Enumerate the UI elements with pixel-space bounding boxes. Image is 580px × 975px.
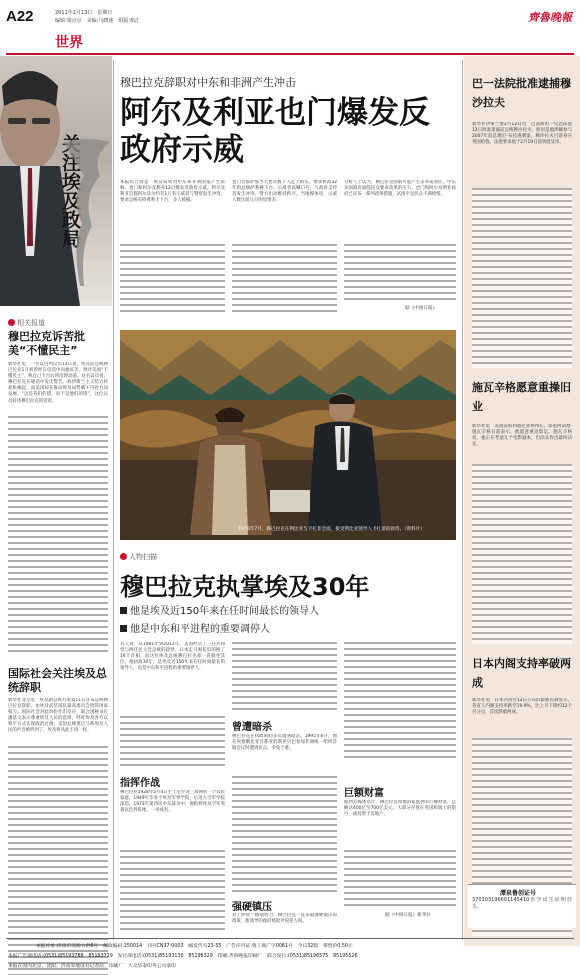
profile-sub2: 他是中东和平进程的重要调停人 [120, 620, 270, 635]
bullet-icon [120, 553, 127, 560]
profile-byline: 据《中国日报》新华社 [385, 913, 431, 918]
header-rule [6, 53, 574, 55]
section1-body: 穆巴拉克1928年5月4日生于尼罗河三角洲的一个农民家庭。1949年毕业于埃及军事学院，后进入空军学院深造。1973年第四次中东战争中，他指挥埃及空军突袭以色列阵地，一举成名。 [120, 790, 225, 814]
section1-title: 指挥作战 [120, 778, 160, 789]
profile-tag: 人物扫描 [120, 552, 157, 562]
editor-line: 编辑:梁京京 美编:马晓達 组版:焰汇 [55, 18, 141, 24]
square-bullet-icon [120, 607, 127, 614]
feature-title: 关注埃及政局 [59, 134, 81, 248]
section2-body-more [232, 776, 337, 896]
story1-title: 穆巴拉克诉苦批美“不懂民主” [8, 330, 85, 357]
right-story2-body-more [472, 464, 572, 644]
right-story1-title: 巴一法院批准逮捕穆沙拉夫 [472, 77, 571, 109]
news-photo [120, 330, 456, 540]
right-story1-body-more [472, 188, 572, 368]
section3-title: 强硬镇压 [232, 902, 272, 913]
right-story1-body: 新华社伊斯兰堡2月12日电 巴基斯坦一反恐法庭12日批准逮捕前总统穆沙拉夫，原因是他涉嫌参与2007年前总理贝·布托遇刺案。穆沙拉夫目前身在英国伦敦。法庭要求他于2月19日前到庭受审。 [472, 122, 572, 146]
lead-body-col2: 也门首都萨那当天也有数千人走上街头，要求执政32年的总统萨利赫下台。示威者高喊口号，与政府支持者发生冲突，警方出动维持秩序。当地媒体说，示威人数比前几日明显增多。 [232, 180, 337, 204]
bullet-icon [8, 319, 15, 326]
footer-line2: 本报广告部电话:(0531)85193788 85193719 发行部电话:(0531)85193130 85196329 印刷:齐鲁晚报印刷厂 联合发行:(0531)85196575 85195526 [8, 954, 358, 959]
left-column-divider [113, 60, 114, 940]
profile-col3-text [344, 642, 456, 762]
masthead-logo: 齊魯晚報 [528, 11, 572, 24]
lead-kicker: 穆巴拉克辞职对中东和非洲产生冲击 [120, 76, 296, 89]
right-column-divider [462, 60, 463, 940]
square-bullet-icon [120, 625, 127, 632]
right-story3-title: 日本内阁支持率破两成 [472, 657, 571, 689]
lead-body-col3-more [344, 244, 456, 302]
left-column [0, 56, 112, 956]
page-number: A22 [6, 8, 34, 25]
story1-body-more [8, 416, 108, 656]
section4-body-more [344, 850, 456, 910]
right-story3-body: 新华社电 日本共同社12日公布的最新民调显示，菅直人内阁支持率跌至19.9%，比上月下降约12个百分点，首次跌破两成。 [472, 698, 572, 716]
section2-body: 穆巴拉克在执政期间多次遭遇暗杀。1995年6月，他在埃塞俄比亚首都亚的斯亚贝巴参加非洲统一组织首脑会议时遭到伏击，幸免于难。 [232, 734, 337, 752]
lead-body-col1-more [120, 244, 225, 314]
lead-body-col1: 本报综合消息 埃及局势对中东和非洲国家产生影响。也门和阿尔及利亚12日爆发反政府示威。阿尔及利亚首都阿尔及尔约有1万名示威者与警察发生冲突，要求总统布特弗利卡下台，多人被捕。 [120, 180, 225, 204]
section4-body: 据西方媒体估计，穆巴拉克和他的家族拥有巨额财富，总额达400亿至700亿美元，大部分存放在英国和瑞士的银行，或投资于房地产。 [344, 800, 456, 818]
footer-line3: 本报在国内北京、沈阳、济南等地设有记者站、印刷厂 大众华泰印务公司承印 [8, 964, 176, 969]
profile-body: 有人说，从1981年到2011年，美国经历了三任共和党与两任民主党总统的轮替，日本走马观花似的换了16个首相，而这位埃及总统穆巴拉克却一直稳坐其位。他执政30年，是埃及近150年来在任时间最长的领导人，也是中东和平进程的重要调停人。 [120, 642, 225, 672]
tornado-graphic [62, 136, 112, 296]
lead-body-col2-more [232, 244, 337, 314]
related-tag: 相关报道 [8, 318, 45, 328]
ad-body: 370103196601145410医学出生证明挂失。 [472, 897, 572, 910]
profile-col2-text [232, 642, 337, 714]
right-story2-body: 新华社电 美国前加利福尼亚州州长、影星阿诺德·施瓦辛格日前表示，他愿意重返影坛。施瓦辛格说，他正在考虑几个电影剧本，但尚未作出最终决定。 [472, 424, 572, 448]
date-line: 2011年2月13日 星期日 [55, 10, 113, 16]
story2-title: 国际社会关注埃及总统辞职 [8, 667, 107, 694]
lead-body-col3: 分析人士认为，穆巴拉克辞职可能产生多米诺效应，中东多国政府面临民众要求改革的压力。也门和阿尔及利亚政府已宣布一系列改革措施，试图平息民众不满情绪。 [344, 180, 456, 198]
section-label: 世界 [55, 35, 83, 51]
section3-body: 对于伊斯兰极端势力，穆巴拉克一直采取强硬镇压的政策，他领导的政府被批评侵犯人权。 [232, 913, 337, 925]
story1-body: 新华社电 一名以色列议员11日说，埃及前总统穆巴拉克1月初曾经在电话中向他诉苦，批评美国“不懂民主”，称自己下台后将出现动荡。这名议员说，穆巴拉克在通话中发出警告，称伊斯兰主义势力将趁机崛起，而美国却在推动埃及局势朝不可控方向发展。“这是我们的错，而不是他们的错”，这位议员转述穆巴拉克的话说。 [8, 362, 108, 404]
page-header [0, 0, 580, 51]
lead-headline: 阿尔及利亚也门爆发反政府示威 [120, 95, 430, 168]
footer [0, 940, 580, 975]
ad-title: 潭泉鲁创证号 [500, 890, 537, 897]
right-column [464, 56, 580, 946]
profile-headline: 穆巴拉克执掌埃及30年 [120, 573, 370, 601]
profile-sub1: 他是埃及近150年来在任时间最长的领导人 [120, 602, 319, 617]
mubarak-portrait [0, 56, 112, 306]
section4-title: 巨额财富 [344, 788, 384, 799]
story2-body: 新华社北京电 埃及副总统苏莱曼11日宣布总统穆巴拉克辞职，由埃及武装部队最高委员会接管国家权力。国际社会对此纷纷作出反应，联合国秘书长潘基文表示尊重埃及人民的选择，呼吁埃及各方以和平方式实现政治过渡。美国总统奥巴马称埃及人民的声音被听到了，埃及将从此不再一样。 [8, 698, 108, 734]
footer-rule [6, 938, 574, 939]
classified-ad [468, 884, 576, 928]
lead-byline: 据《中国日报》 [405, 306, 438, 311]
right-story2-title: 施瓦辛格愿意重操旧业 [472, 381, 571, 413]
footer-line1: 本报社址:济南市泺源大街6号 邮政编码:250014 刊号CN37-0003 邮发代号23-55 广告许可证:鲁工商广字0061号 今日32版 零售价0.50元 [36, 944, 353, 949]
profile-body-more [120, 716, 225, 770]
section1-body-more [120, 850, 225, 932]
photo-caption: 1976年7月，穆巴拉克在利比亚与卡扎菲会面，接受利比亚领导人卡扎菲的款待。（资料片） [238, 527, 425, 532]
section2-title: 曾遭暗杀 [232, 722, 272, 733]
